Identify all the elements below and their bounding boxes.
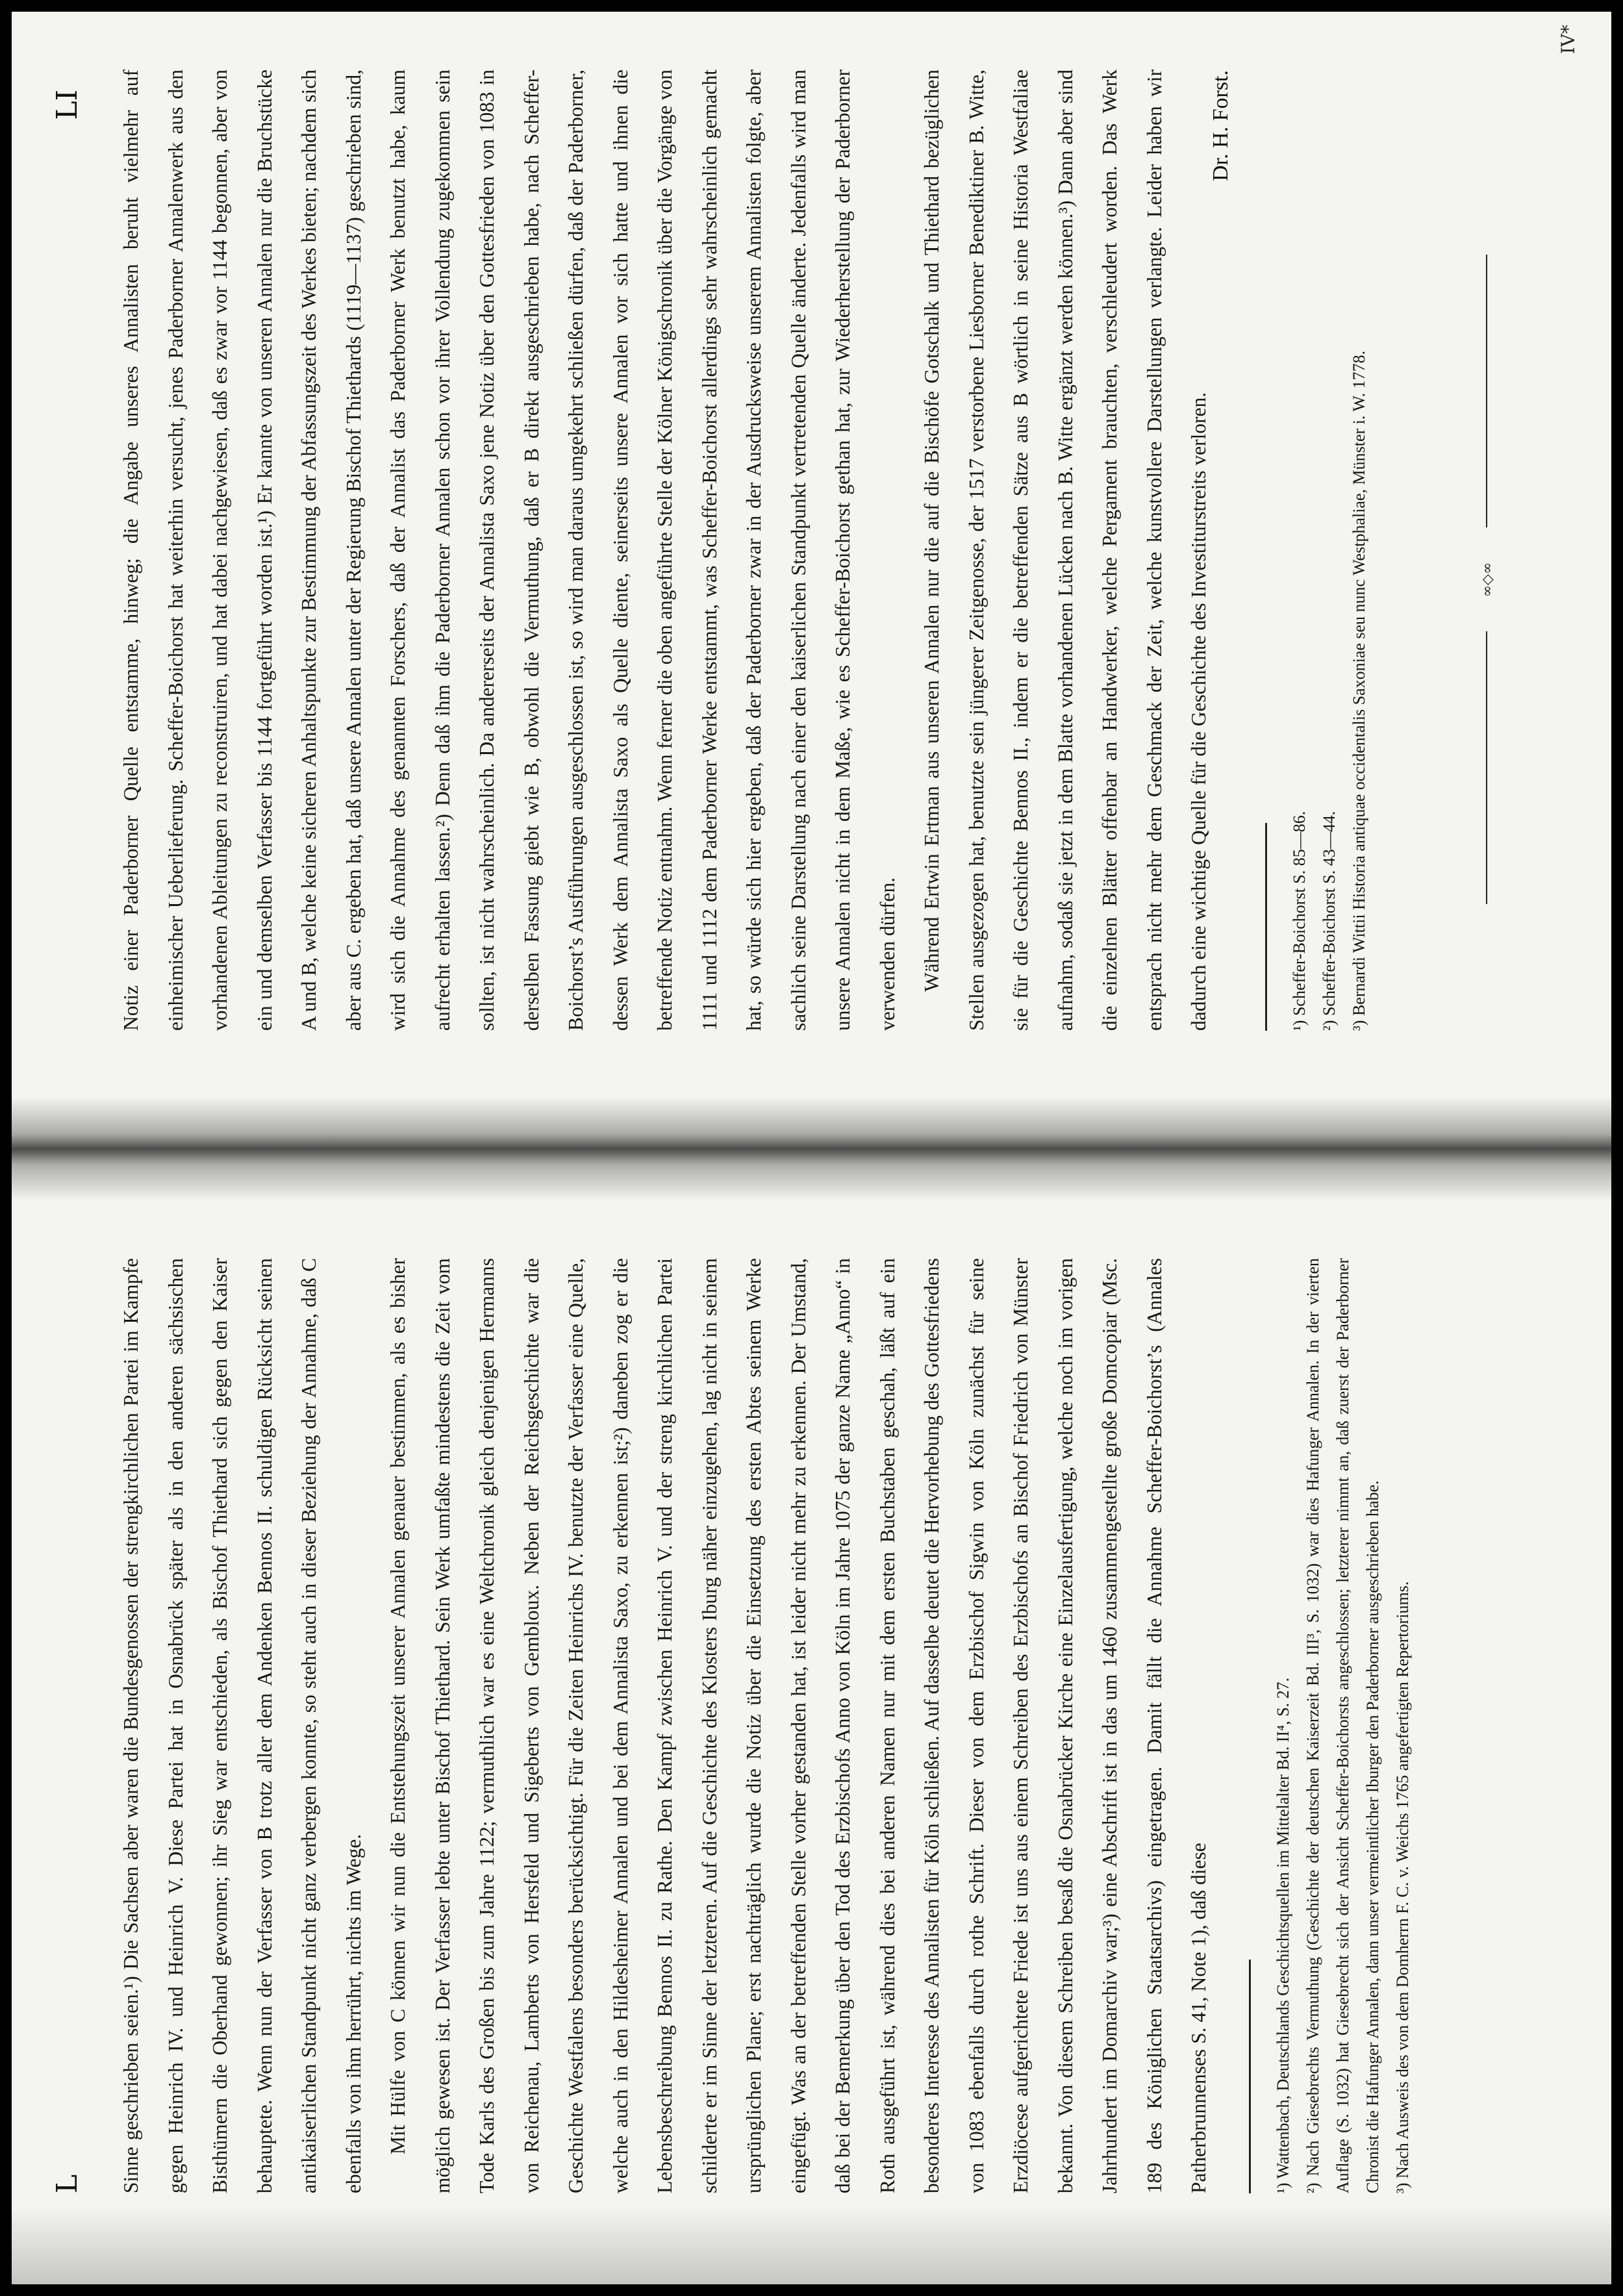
footnote: ³) Bernardi Wittii Historia antiquae occidentalis Saxoniae seu nunc Westphaliae, Münster i. W. 1778. [1350,350,1368,1031]
left-footnotes [1268,1258,1418,2193]
ornament-line [1486,632,1487,905]
footnote: ³) Nach Ausweis des von dem Domherrn F. C. v. Weichs 1765 angefertigten Repertoriums. [1393,1581,1412,2193]
footnote: ²) Scheffer-Boichorst S. 43—44. [1320,811,1339,1031]
footnote: ¹) Wattenbach, Deutschlands Geschichtsquellen im Mittelalter Bd. II⁴, S. 27. [1274,1677,1292,2193]
right-page [12,12,1611,1148]
left-page-body [109,1258,1222,2193]
paragraph: Während Ertwin Ertman aus unseren Annalen nur die auf die Bischöfe Gotschalk und Thiethard bezüglichen Stellen ausgezogen hat, benutzte sein jüngerer Zeitgenosse, der 1517 verstorbene Liesborner Benediktiner B. Witte, sie für die Geschichte Bennos II., indem er die betreffenden Sätze aus B wörtlich in seine Historia Westfaliae aufnahm, sodaß sie jetzt in dem Blatte vorhandenen Lücken nach B. Witte ergänzt werden können.³) Dann aber sind die einzelnen Blätter offenbar an Handwerker, welche Pergament brauchten, verschleudert worden. Das Werk entsprach nicht mehr dem Geschmack der Zeit, welche kunstvollere Darstellungen verlangte. Leider haben wir dadurch eine wichtige Quelle für die Geschichte des Investiturstreits verloren. [920,69,1210,1031]
footnote-rule [1265,823,1267,1031]
ornament-line [1486,255,1487,528]
author-signature: Dr. H. Forst. [1209,70,1233,181]
right-page-body [109,69,1222,1031]
end-ornament [1479,255,1496,905]
ornament-knot-icon: ∞◇∞ [1479,562,1496,598]
paragraph: Mit Hülfe von C können wir nun die Entstehungszeit unserer Annalen genauer bestimmen, als es bisher möglich gewesen ist. Der Verfasser lebte unter Bischof Thiethard. Sein Werk umfaßte mindestens die Zeit vom Tode Karls des Großen bis zum Jahre 1122; vermuthlich war es eine Weltchronik gleich denjenigen Hermanns von Reichenau, Lamberts von Hersfeld und Sigeberts von Gembloux. Neben der Reichsgeschichte war die Geschichte Westfalens besonders berücksichtigt. Für die Zeiten Heinrichs IV. benutzte der Verfasser eine Quelle, welche auch in den Hildesheimer Annalen und bei dem Annalista Saxo, zu erkennen ist;²) daneben zog er die Lebensbeschreibung Bennos II. zu Rathe. Den Kampf zwischen Heinrich V. und der streng kirchlichen Partei schilderte er im Sinne der letzteren. Auf die Geschichte des Klosters Iburg näher einzugehen, lag nicht in seinem ursprünglichen Plane; erst nachträglich wurde die Notiz über die Einsetzung des ersten Abtes seinem Werke eingefügt. Was an der betreffenden Stelle vorher gestanden hat, ist leider nicht mehr zu erkennen. Der Umstand, daß bei der Bemerkung über den Tod des Erzbischofs Anno von Köln im Jahre 1075 der ganze Name „Anno“ in Roth ausgeführt ist, während dies bei anderen Namen nur mit dem ersten Buchstaben geschah, läßt auf ein besonderes Interesse des Annalisten für Köln schließen. Auf dasselbe deutet die Hervorhebung des Gottesfriedens von 1083 ebenfalls durch rothe Schrift. Dieser von dem Erzbischof Sigwin von Köln zunächst für seine Erzdiöcese aufgerichtete Friede ist uns aus einem Schreiben des Erzbischofs an Bischof Friedrich von Münster bekannt. Von diesem Schreiben besaß die Osnabrücker Kirche eine Einzelausfertigung, welche noch im vorigen Jahrhundert im Domarchiv war;³) eine Abschrift ist in das um 1460 zusammengestellte große Domcopiar (Msc. 189 des Königlichen Staatsarchivs) eingetragen. Damit fällt die Annahme Scheffer-Boichorst’s (Annales Patherbrunnenses S. 41, Note 1), daß diese [386,1258,1210,2193]
footnote-rule [1249,1960,1251,2193]
footnote: ²) Nach Giesebrechts Vermuthung (Geschichte der deutschen Kaiserzeit Bd. III³, S. 1032) war dies Hafunger Annalen. In der vierten Auflage (S. 1032) hat Giesebrecht sich der Ansicht Scheffer-Boichorsts angeschlossen; letzterer nimmt an, daß zuerst der Paderborner Chronist die Hafunger Annalen, dann unser vermeintlicher Iburger den Paderborner ausgeschrieben habe. [1303,1258,1382,2193]
footnote: ¹) Scheffer-Boichorst S. 85—86. [1290,811,1309,1031]
right-footnotes [1285,69,1374,1031]
rotated-spread [12,12,1611,2284]
printer-signature-mark: IV* [1557,25,1579,55]
left-page [12,1148,1611,2284]
paragraph: Notiz einer Paderborner Quelle entstamme, hinweg; die Angabe unseres Annalisten beruht vielmehr auf einheimischer Ueberlieferung. Scheffer-Boichorst hat weiterhin versucht, jenes Paderborner Annalenwerk aus den vorhandenen Ableitungen zu reconstruiren, und hat dabei nachgewiesen, daß es zwar vor 1144 begonnen, aber von ein und demselben Verfasser bis 1144 fortgeführt worden ist.¹) Er kannte von unseren Annalen nur die Bruchstücke A und B, welche keine sicheren Anhaltspunkte zur Bestimmung der Abfassungszeit des Werkes bieten; nachdem sich aber aus C. ergeben hat, daß unsere Annalen unter der Regierung Bischof Thiethards (1119—1137) geschrieben sind, wird sich die Annahme des genannten Forschers, daß der Annalist das Paderborner Werk benutzt habe, kaum aufrecht erhalten lassen.²) Denn daß ihm die Paderborner Annalen schon vor ihrer Vollendung zugekommen sein sollten, ist nicht wahrscheinlich. Da andererseits der Annalista Saxo jene Notiz über den Gottesfrieden von 1083 in derselben Fassung giebt wie B, obwohl die Vermuthung, daß er B direkt ausgeschrieben habe, nach Scheffer-Boichorst’s Ausführungen ausgeschlossen ist, so wird man daraus umgekehrt schließen dürfen, daß der Paderborner, dessen Werk dem Annalista Saxo als Quelle diente, seinerseits unsere Annalen vor sich hatte und ihnen die betreffende Notiz entnahm. Wenn ferner die oben angeführte Stelle der Kölner Königschronik über die Vorgänge von 1111 und 1112 dem Paderborner Werke entstammt, was Scheffer-Boichorst allerdings sehr wahrscheinlich gemacht hat, so würde sich hier ergeben, daß der Paderborner zwar in der Ausdrucksweise unserem Annalisten folgte, aber sachlich seine Darstellung nach einer den kaiserlichen Standpunkt vertretenden Quelle änderte. Jedenfalls wird man unsere Annalen nicht in dem Maße, wie es Scheffer-Boichorst gethan hat, zur Wiederherstellung der Paderborner verwenden dürfen. [120,69,899,1031]
page-number-left: L [51,2174,84,2193]
paragraph: Sinne geschrieben seien.¹) Die Sachsen aber waren die Bundesgenossen der strengkirchlichen Partei im Kampfe gegen Heinrich IV. und Heinrich V. Diese Partei hat in Osnabrück später als in den anderen sächsischen Bisthümern die Oberhand gewonnen; ihr Sieg war entschieden, als Bischof Thiethard sich gegen den Kaiser behauptete. Wenn nun der Verfasser von B trotz aller dem Andenken Bennos II. schuldigen Rücksicht seinen antikaiserlichen Standpunkt nicht ganz verbergen konnte, so steht auch in dieser Beziehung der Annahme, daß C ebenfalls von ihm herrührt, nichts im Wege. [120,1258,365,2193]
page-number-right: LI [51,90,84,120]
scanned-sheet [12,12,1611,2284]
